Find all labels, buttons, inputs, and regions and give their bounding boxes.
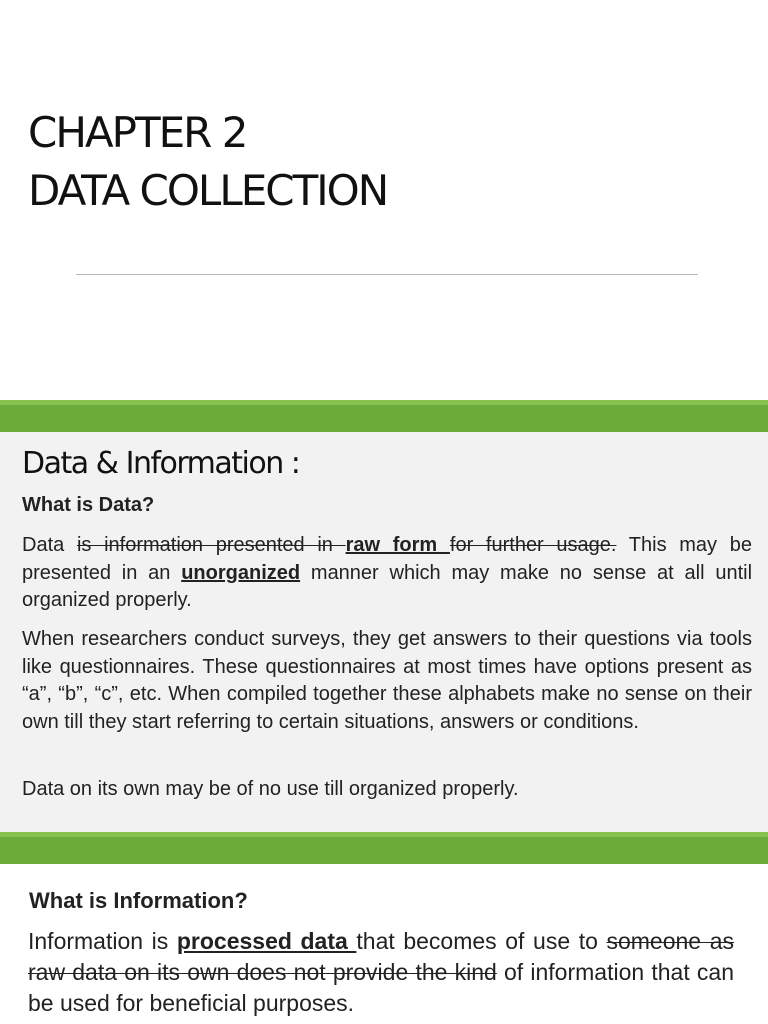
slide-title: [28, 104, 387, 220]
information-definition-paragraph: [28, 926, 734, 1019]
text-run: This may be presented in an: [22, 534, 752, 584]
what-is-information-heading: What is Information?: [29, 888, 248, 913]
text-run: that becomes of use to: [356, 928, 607, 954]
title-slide: [0, 0, 768, 400]
emphasis-unorganized: unorganized: [181, 561, 301, 584]
data-conclusion-paragraph: Data on its own may be of no use till organized properly.: [22, 778, 519, 800]
text-run: Information is: [28, 928, 177, 954]
data-definition-paragraph: [22, 532, 752, 615]
struck-text: is information presented in: [76, 534, 346, 556]
title-line-chapter: CHAPTER 2: [28, 108, 247, 157]
struck-text: someone as raw data on its own does not provide the kind: [28, 928, 734, 985]
title-divider: [76, 274, 698, 275]
slide-separator-band: [0, 400, 768, 432]
text-run: of information that can be used for beneficial purposes.: [28, 959, 734, 1016]
emphasis-processed-data: processed data: [176, 928, 357, 954]
emphasis-raw-form: raw form: [345, 534, 450, 556]
survey-example-paragraph: When researchers conduct surveys, they get answers to their questions via tools like questionnaires. These questionnaires at most times have options present as “a”, “b”, “c”, etc. When compiled together these alphabets make no sense on their own till they start referring to certain situations, answers or conditions.: [22, 628, 752, 733]
slide-separator-band: [0, 832, 768, 864]
title-line-topic: DATA COLLECTION: [28, 166, 388, 215]
slide-heading: Data & Information :: [22, 446, 300, 481]
data-information-slide: [0, 432, 768, 832]
what-is-data-heading: What is Data?: [22, 494, 155, 516]
information-slide: [0, 864, 768, 1024]
text-run: Data: [22, 534, 77, 556]
struck-text: for further usage.: [449, 534, 617, 556]
text-run: manner which may make no sense at all until organized properly.: [22, 561, 753, 611]
